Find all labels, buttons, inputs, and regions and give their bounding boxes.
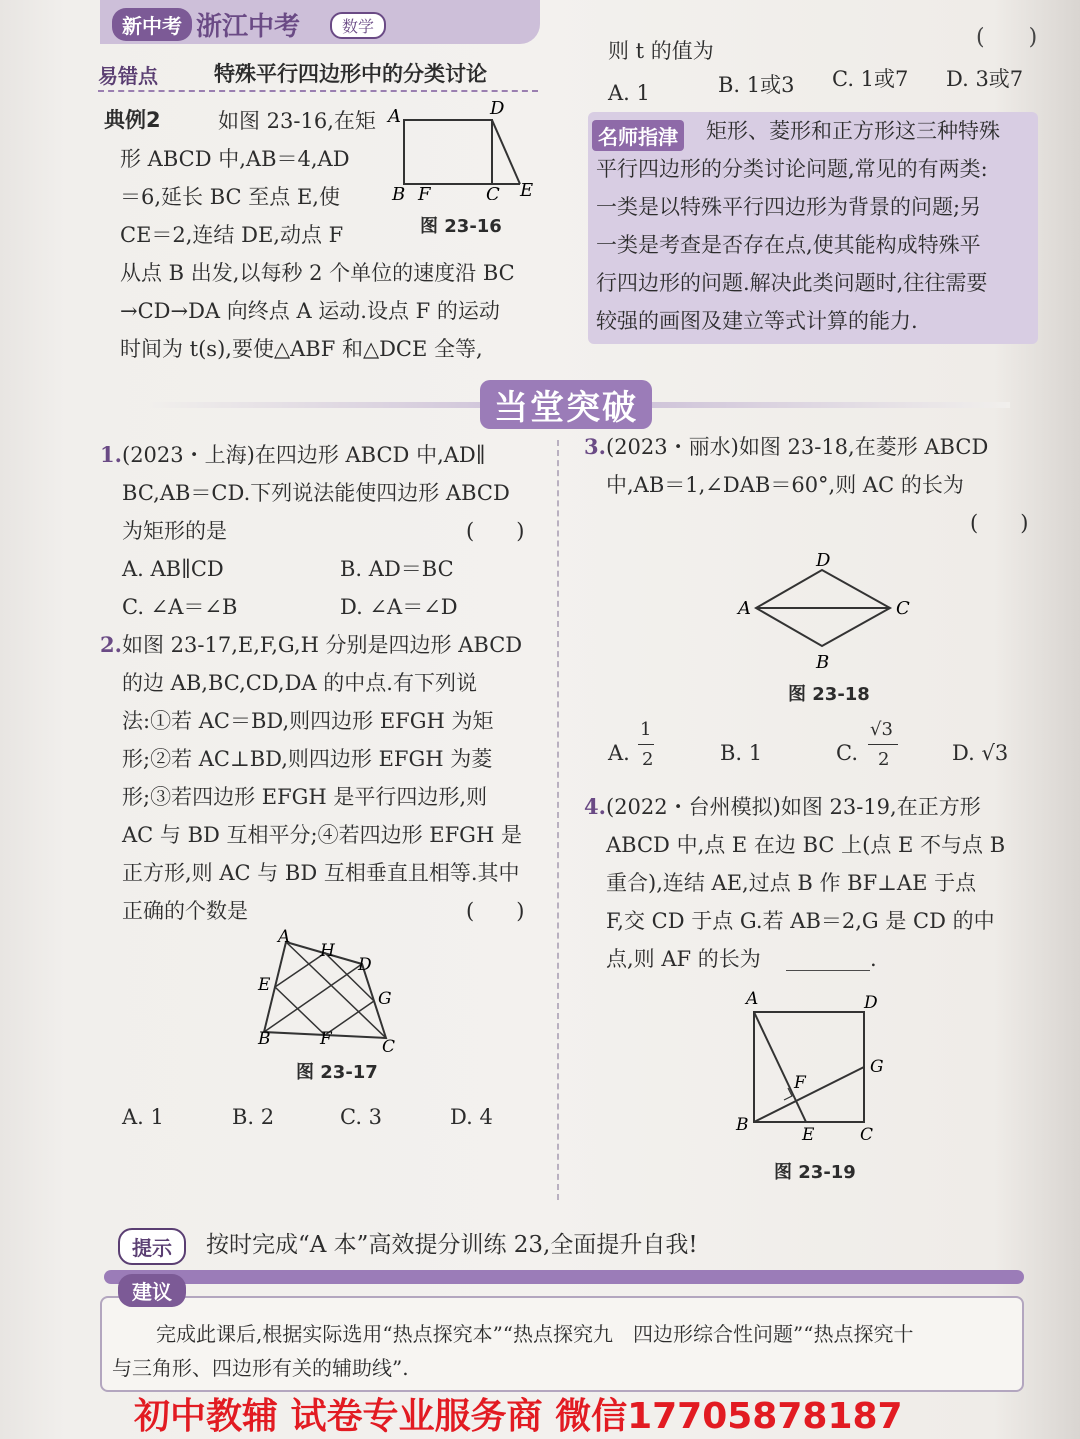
suggestion-line: 完成此课后,根据实际选用“热点探究本”“热点探究九 四边形综合性问题”“热点探究十 [156, 1322, 914, 1346]
example-line: 时间为 t(s),要使△ABF 和△DCE 全等, [120, 337, 483, 361]
tips-line: 平行四边形的分类讨论问题,常见的有两类: [596, 157, 988, 181]
q3-option-a: A. [608, 741, 630, 765]
fig17-label-f: F [320, 1029, 332, 1049]
q3-option-a-den: 2 [642, 749, 654, 770]
q3-option-c-num: √3 [870, 719, 893, 740]
q4-line: ABCD 中,点 E 在边 BC 上(点 E 不与点 B [606, 833, 1006, 857]
q2-number: 2. [100, 632, 122, 657]
figure-23-16-caption: 图 23-16 [420, 216, 502, 237]
tips-line: 矩形、菱形和正方形这三种特殊 [706, 119, 1000, 143]
q1-option-d: D. ∠A＝∠D [340, 595, 458, 619]
q1-line: BC,AB＝CD.下列说法能使四边形 ABCD [122, 481, 510, 505]
q3-number: 3. [584, 434, 606, 459]
fig17-label-g: G [378, 989, 392, 1009]
fig19-label-a: A [746, 989, 759, 1009]
hint-text: 按时完成“A 本”高效提分训练 23,全面提升自我! [206, 1232, 698, 1258]
fig19-label-f: F [794, 1073, 806, 1093]
fig18-label-b: B [816, 652, 830, 673]
brand-title: 浙江中考 [196, 12, 301, 42]
q2-line: 正方形,则 AC 与 BD 互相垂直且相等.其中 [122, 861, 520, 885]
q4-line: 点,则 AF 的长为 [606, 947, 761, 971]
fig18-label-a: A [738, 598, 751, 619]
fig18-label-c: C [896, 598, 910, 619]
q3-line: 中,AB＝1,∠DAB＝60°,则 AC 的长为 [606, 473, 964, 497]
q2-line: 的边 AB,BC,CD,DA 的中点.有下列说 [122, 671, 477, 695]
tips-line: 一类是以特殊平行四边形为背景的问题;另 [596, 195, 982, 219]
q1-option-b: B. AD＝BC [340, 557, 454, 581]
q4-line: (2022・台州模拟)如图 23-19,在正方形 [606, 795, 981, 819]
section-banner: 当堂突破 [480, 380, 652, 429]
example-option-c: C. 1或7 [832, 67, 909, 91]
figure-23-17-caption: 图 23-17 [296, 1062, 378, 1083]
example-line: →CD→DA 向终点 A 运动.设点 F 的运动 [120, 299, 500, 323]
q3-line: (2023・丽水)如图 23-18,在菱形 ABCD [606, 435, 989, 459]
fig16-label-d: D [490, 100, 505, 119]
fig16-label-e: E [520, 180, 534, 200]
q3-answer-paren: ( ) [970, 511, 1029, 535]
fig17-label-b: B [258, 1029, 271, 1049]
fig19-label-b: B [736, 1115, 749, 1135]
q2-line: 法:①若 AC＝BD,则四边形 EFGH 为矩 [122, 709, 494, 733]
q1-line: 为矩形的是 [122, 519, 227, 543]
fig19-label-e: E [802, 1125, 815, 1145]
fig17-label-h: H [320, 941, 335, 961]
column-divider [557, 440, 559, 1200]
q3-option-a-bar [638, 744, 654, 745]
fig17-label-d: D [358, 955, 372, 975]
suggestion-line: 与三角形、四边形有关的辅助线”. [112, 1356, 409, 1380]
fig16-label-b: B [392, 184, 406, 200]
tips-line: 行四边形的问题.解决此类问题时,往往需要 [596, 271, 988, 295]
example-answer-paren: ( ) [976, 25, 1038, 50]
fig18-label-d: D [816, 550, 831, 571]
q1-number: 1. [100, 442, 122, 467]
hint-label: 提示 [118, 1228, 186, 1265]
figure-23-19 [730, 984, 900, 1146]
q1-option-a: A. AB∥CD [122, 557, 224, 581]
q3-option-c: C. [836, 741, 858, 765]
subject-badge: 数学 [330, 12, 386, 39]
example-line: 如图 23-16,在矩 [218, 109, 376, 133]
figure-23-18 [730, 546, 920, 676]
fig17-label-e: E [258, 975, 271, 995]
example-option-a: A. 1 [608, 81, 650, 105]
fig17-label-a: A [278, 927, 291, 947]
q4-number: 4. [584, 794, 606, 819]
figure-23-16 [386, 100, 536, 200]
q2-option-b: B. 2 [232, 1105, 275, 1129]
q3-option-c-den: 2 [878, 749, 890, 770]
q3-option-d: D. √3 [952, 741, 1009, 765]
fig19-label-g: G [870, 1057, 884, 1077]
figure-23-17 [250, 926, 410, 1056]
fig16-label-f: F [418, 184, 431, 200]
q3-option-a-num: 1 [640, 719, 652, 740]
suggestion-label: 建议 [118, 1274, 186, 1307]
q2-line: 如图 23-17,E,F,G,H 分别是四边形 ABCD [122, 633, 523, 657]
q2-answer-paren: ( ) [466, 899, 525, 923]
q1-line: (2023・上海)在四边形 ABCD 中,AD∥ [122, 443, 486, 467]
example-line: 形 ABCD 中,AB＝4,AD [120, 147, 350, 171]
example-option-b: B. 1或3 [718, 73, 795, 97]
example-badge: 典例2 [104, 108, 161, 132]
q2-line: 形;③若四边形 EFGH 是平行四边形,则 [122, 785, 488, 809]
q2-option-a: A. 1 [122, 1105, 164, 1129]
q1-option-c: C. ∠A＝∠B [122, 595, 238, 619]
series-logo: 新中考 [112, 8, 192, 41]
example-line: ＝6,延长 BC 至点 E,使 [120, 185, 340, 209]
example-line: CE＝2,连结 DE,动点 F [120, 223, 344, 247]
figure-23-18-caption: 图 23-18 [788, 684, 870, 705]
q3-option-c-bar [868, 744, 898, 745]
figure-23-19-caption: 图 23-19 [774, 1162, 856, 1183]
tips-line: 一类是考查是否存在点,使其能构成特殊平 [596, 233, 981, 257]
q4-answer-blank: ________. [786, 947, 877, 971]
q2-line: AC 与 BD 互相平分;④若四边形 EFGH 是 [122, 823, 522, 847]
tips-label: 名师指津 [592, 120, 684, 151]
fig16-label-c: C [486, 184, 500, 200]
q4-line: 重合),连结 AE,过点 B 作 BF⊥AE 于点 [606, 871, 977, 895]
q2-option-d: D. 4 [450, 1105, 493, 1129]
watermark-text: 初中教辅 试卷专业服务商 微信17705878187 [134, 1396, 903, 1437]
section-badge: 易错点 [98, 64, 158, 88]
q4-line: F,交 CD 于点 G.若 AB＝2,G 是 CD 的中 [606, 909, 995, 933]
q2-option-c: C. 3 [340, 1105, 383, 1129]
fig19-label-c: C [860, 1125, 874, 1145]
q1-answer-paren: ( ) [466, 519, 525, 543]
suggestion-bar [104, 1270, 1024, 1284]
example-line: 从点 B 出发,以每秒 2 个单位的速度沿 BC [120, 261, 515, 285]
tips-line: 较强的画图及建立等式计算的能力. [596, 309, 918, 333]
example-option-d: D. 3或7 [946, 67, 1024, 91]
section-title: 特殊平行四边形中的分类讨论 [214, 62, 487, 86]
fig17-label-c: C [382, 1037, 396, 1056]
q2-line: 形;②若 AC⊥BD,则四边形 EFGH 为菱 [122, 747, 493, 771]
fig19-label-d: D [864, 993, 878, 1013]
fig16-label-a: A [388, 106, 401, 127]
example-question: 则 t 的值为 [608, 39, 714, 63]
q2-line: 正确的个数是 [122, 899, 248, 923]
q3-option-b: B. 1 [720, 741, 763, 765]
